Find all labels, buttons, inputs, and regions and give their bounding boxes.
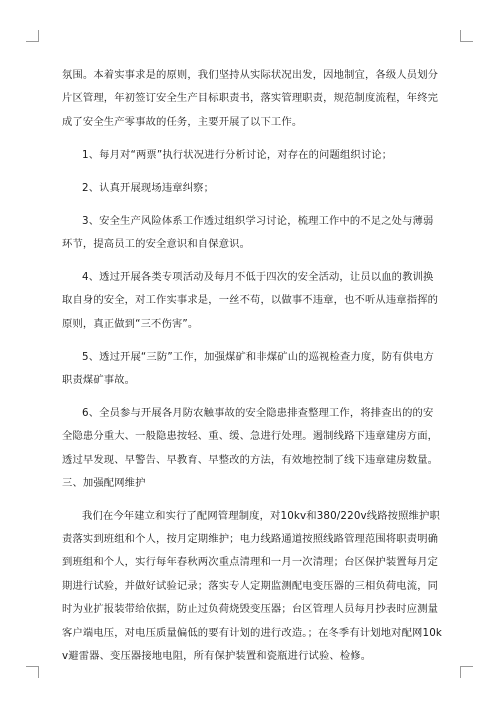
- paragraph-distribution-network: 我们在今年建立和实行了配网管理制度，对10kv和380/220v线路按照维护职责落实到班组和个人，按月定期维护；电力线路通道按照线路管理范围将职责明确到班组和个人，实行每年春秋两次重点清理和一月一次清理；台区保护装置每月定期进行试验，并做好试验记录；落实专人定期监测配电变压器的三相负荷电流，同时为业扩报装带给依据，防止过负荷烧毁变压器；台区管理人员每月抄表时应测量客户端电压，对电压质量偏低的要有计划的进行改造。；在冬季有计划地对配网10kv避雷器、变压器接地电阻，所有保护装置和瓷瓶进行试验、检修。: [62, 509, 443, 662]
- paragraph-intro: 氛围。本着实事求是的原则，我们坚持从实际状况出发，因地制宜，各级人员划分片区管理，年初签订安全生产目标职责书，落实管理职责，规范制度流程，年终完成了安全生产零事故的任务，主要开展了以下工作。: [62, 69, 439, 128]
- crop-mark: [461, 666, 473, 667]
- paragraph-item-5: 5、透过开展“三防”工作，加强煤矿和非煤矿山的巡视检查力度，防有供电方职责煤矿事故。: [62, 350, 434, 386]
- crop-mark: [38, 30, 39, 42]
- crop-mark: [460, 666, 461, 678]
- crop-mark: [38, 666, 39, 678]
- document-body: [62, 64, 442, 668]
- paragraph-item-3: 3、安全生产风险体系工作透过组织学习讨论，梳理工作中的不足之处与薄弱环节，提高员工的安全意识和自保意识。: [62, 214, 434, 250]
- paragraph-item-4: 4、透过开展各类专项活动及每月不低于四次的安全活动，让员以血的教训换取自身的安全，对工作实事求是，一丝不苟，以做事不违章，也不听从违章指挥的原则，真正做到“三不伤害”。: [62, 270, 439, 330]
- crop-mark: [461, 41, 473, 42]
- paragraph-item-6: 6、全员参与开展各月防农触事故的安全隐患排查整理工作，将排查出的的安全隐患分重大、一般隐患按轻、重、缓、急进行处理。遏制线路下违章建房方面，透过早发现、早警告、早教育、早整改的方法，有效地控制了线下违章建房数量。三、加强配网维护: [62, 406, 439, 490]
- paragraph-item-1: 1、每月对“两票”执行状况进行分析讨论，对存在的问题组织讨论；: [82, 148, 393, 161]
- crop-mark: [26, 666, 38, 667]
- paragraph-item-2: 2、认真开展现场违章纠察；: [82, 181, 215, 194]
- crop-mark: [26, 41, 38, 42]
